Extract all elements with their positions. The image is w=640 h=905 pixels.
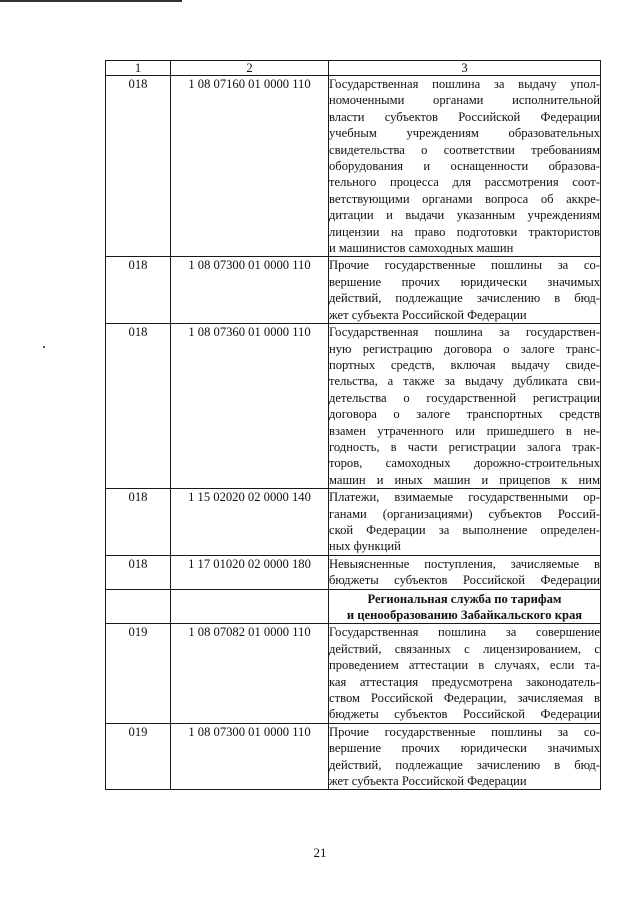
description-line: Государственная пошлина за совершение bbox=[329, 625, 600, 640]
description-line: Невыясненные поступления, зачисляемые в bbox=[329, 556, 600, 571]
description-line: кая аттестация предусмотрена законодатель- bbox=[329, 674, 600, 689]
description-line: вершение прочих юридически значимых bbox=[329, 741, 600, 756]
description-line: портных средств, включая выдачу свиде- bbox=[329, 357, 600, 372]
description-line: ством Российской Федерации, зачисляемая в bbox=[329, 691, 600, 706]
description-line: действий, подлежащие зачислению в бюд- bbox=[329, 291, 600, 306]
description-line: проведением аттестации в случаях, если та- bbox=[329, 658, 600, 673]
description-line: Государственная пошлина за государствен- bbox=[329, 325, 600, 340]
description-line: ную регистрацию договора о залоге транс- bbox=[329, 341, 600, 356]
revenue-description bbox=[329, 624, 601, 723]
table-row bbox=[106, 324, 601, 489]
admin-code: 018 bbox=[106, 257, 171, 324]
description-line: тельства, а также за выдачу дубликата сви- bbox=[329, 374, 600, 389]
header-col-2: 2 bbox=[171, 61, 329, 76]
description-line: лицензии на право подготовки трактористов bbox=[329, 224, 600, 239]
budget-classification-code: 1 08 07300 01 0000 110 bbox=[171, 723, 329, 790]
revenue-description bbox=[329, 723, 601, 790]
description-line: машин и иных машин и прицепов к ним bbox=[329, 472, 600, 487]
revenue-description bbox=[329, 324, 601, 489]
revenue-description bbox=[329, 257, 601, 324]
description-line: и машинистов самоходных машин bbox=[329, 241, 514, 256]
table-header-row bbox=[106, 61, 601, 76]
description-line: взамен утраченного или пришедшего в не- bbox=[329, 423, 600, 438]
table-row bbox=[106, 489, 601, 556]
revenue-description bbox=[329, 489, 601, 556]
description-line: Прочие государственные пошлины за со- bbox=[329, 258, 600, 273]
empty-cell bbox=[171, 589, 329, 624]
page-number: 21 bbox=[313, 845, 327, 860]
section-title-line: и ценообразованию Забайкальского края bbox=[346, 608, 583, 622]
description-line: свидетельства о соответствии требованиям bbox=[329, 142, 600, 157]
revenue-description bbox=[329, 555, 601, 589]
description-line: ветствующими органами вопроса об аккре- bbox=[329, 191, 600, 206]
section-title bbox=[329, 589, 601, 624]
description-line: действий, связанных с лицензированием, с bbox=[329, 641, 600, 656]
description-line: учебным учреждениям образовательных bbox=[329, 126, 600, 141]
table-row bbox=[106, 257, 601, 324]
description-line: власти субъектов Российской Федерации bbox=[329, 109, 600, 124]
description-line: годность, в части регистрации залога трак- bbox=[329, 439, 600, 454]
admin-code: 018 bbox=[106, 324, 171, 489]
description-line: жет субъекта Российской Федерации bbox=[329, 307, 527, 322]
admin-code: 018 bbox=[106, 555, 171, 589]
description-line: тельного процесса для рассмотрения соот- bbox=[329, 175, 600, 190]
revenue-description bbox=[329, 76, 601, 257]
description-line: действий, подлежащие зачислению в бюд- bbox=[329, 757, 600, 772]
admin-code: 019 bbox=[106, 624, 171, 723]
description-line: детельства о государственной регистрации bbox=[329, 390, 600, 405]
description-line: Прочие государственные пошлины за со- bbox=[329, 724, 600, 739]
admin-code: 019 bbox=[106, 723, 171, 790]
admin-code: 018 bbox=[106, 76, 171, 257]
budget-classification-code: 1 08 07082 01 0000 110 bbox=[171, 624, 329, 723]
budget-codes-table bbox=[105, 60, 601, 790]
table-row bbox=[106, 76, 601, 257]
margin-dot bbox=[43, 346, 45, 348]
description-line: бюджеты субъектов Российской Федерации bbox=[329, 573, 600, 588]
budget-classification-code: 1 08 07300 01 0000 110 bbox=[171, 257, 329, 324]
description-line: вершение прочих юридически значимых bbox=[329, 274, 600, 289]
header-col-1: 1 bbox=[106, 61, 171, 76]
description-line: ской Федерации за выполнение определен- bbox=[329, 522, 600, 537]
description-line: ганами (организациями) субъектов Россий- bbox=[329, 506, 600, 521]
section-title-line: Региональная служба по тарифам bbox=[367, 591, 562, 606]
admin-code: 018 bbox=[106, 489, 171, 556]
description-line: номоченными органами исполнительной bbox=[329, 93, 600, 108]
section-header-row bbox=[106, 589, 601, 624]
description-line: ных функций bbox=[329, 539, 401, 554]
table-row bbox=[106, 555, 601, 589]
budget-classification-code: 1 08 07160 01 0000 110 bbox=[171, 76, 329, 257]
header-col-3: 3 bbox=[329, 61, 601, 76]
description-line: Государственная пошлина за выдачу упол- bbox=[329, 77, 600, 91]
empty-cell bbox=[106, 589, 171, 624]
description-line: дитации и выдачи указанным учреждениям bbox=[329, 208, 600, 223]
top-rule bbox=[0, 0, 182, 2]
description-line: договора о залоге транспортных средств bbox=[329, 407, 600, 422]
budget-classification-code: 1 17 01020 02 0000 180 bbox=[171, 555, 329, 589]
description-line: жет субъекта Российской Федерации bbox=[329, 774, 527, 789]
budget-classification-code: 1 15 02020 02 0000 140 bbox=[171, 489, 329, 556]
description-line: торов, самоходных дорожно-строительных bbox=[329, 456, 600, 471]
description-line: Платежи, взимаемые государственными ор- bbox=[329, 490, 600, 505]
description-line: оборудования и оснащенности образова- bbox=[329, 159, 600, 174]
table-row bbox=[106, 624, 601, 723]
description-line: бюджеты субъектов Российской Федерации bbox=[329, 707, 600, 722]
table-row bbox=[106, 723, 601, 790]
budget-classification-code: 1 08 07360 01 0000 110 bbox=[171, 324, 329, 489]
